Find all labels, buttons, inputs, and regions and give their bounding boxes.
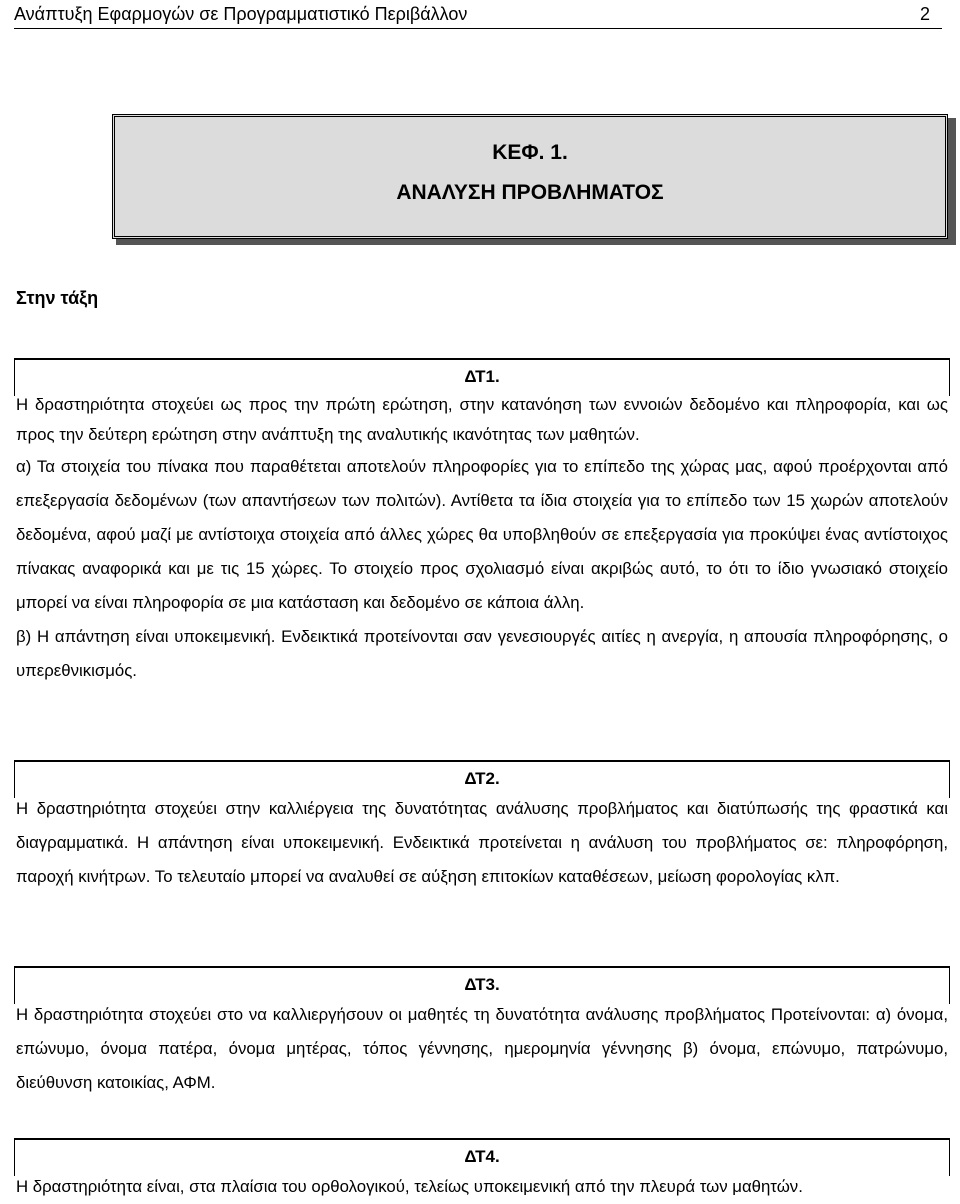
activity-section-2 bbox=[14, 760, 950, 894]
chapter-label: ΚΕΦ. 1. bbox=[492, 141, 568, 164]
header-title: Ανάπτυξη Εφαρμογών σε Προγραμματιστικό Περιβάλλον bbox=[14, 4, 468, 24]
section-subheading: Στην τάξη bbox=[16, 288, 99, 308]
page-header bbox=[14, 0, 942, 29]
activity-paragraph: Η δραστηριότητα στοχεύει ως προς την πρώτη ερώτηση, στην κατανόηση των εννοιών δεδομένο και πληροφορία, και ως προς την δεύτερη ερώτηση στην ανάπτυξη της αναλυτικής ικανότητας των μαθητών. bbox=[16, 395, 948, 444]
activity-title: ΔΤ2. bbox=[464, 769, 500, 788]
activity-title: ΔΤ3. bbox=[464, 975, 500, 994]
activity-title: ΔΤ1. bbox=[464, 367, 500, 386]
activity-title: ΔΤ4. bbox=[464, 1147, 500, 1166]
activity-section-3 bbox=[14, 966, 950, 1100]
activity-section-1 bbox=[14, 358, 950, 688]
activity-paragraph: Η δραστηριότητα στοχεύει στην καλλιέργεια της δυνατότητας ανάλυσης προβλήματος και διατύπωσής της φραστικά και διαγραμματικά. Η απάντηση είναι υποκειμενική. Ενδεικτικά προτείνεται η ανάλυση του προβλήματος σε: πληροφόρηση, παροχή κινήτρων. Το τελευταίο μπορεί να αναλυθεί σε αύξηση επιτοκίων καταθέσεων, μείωση φορολογίας κλπ. bbox=[16, 799, 948, 886]
chapter-title: ΑΝΑΛΥΣΗ ΠΡΟΒΛΗΜΑΤΟΣ bbox=[396, 181, 664, 204]
activity-section-4 bbox=[14, 1138, 950, 1204]
activity-paragraph: Η δραστηριότητα στοχεύει στο να καλλιεργήσουν οι μαθητές τη δυνατότητα ανάλυσης προβλήματος Προτείνονται: α) όνομα, επώνυμο, όνομα πατέρα, όνομα μητέρας, τόπος γέννησης, ημερομηνία γέννησης β) όνομα, επώνυμο, πατρώνυμο, διεύθυνση κατοικίας, ΑΦΜ. bbox=[16, 1005, 948, 1092]
chapter-box bbox=[112, 114, 948, 239]
activity-paragraph: α) Τα στοιχεία του πίνακα που παραθέτεται αποτελούν πληροφορίες για το επίπεδο της χώρας μας, αφού προέρχονται από επεξεργασία δεδομένων (των απαντήσεων των πολιτών). Αντίθετα τα ίδια στοιχεία για το επίπεδο των 15 χωρών αποτελούν δεδομένα, αφού μαζί με αντίστοιχα στοιχεία από άλλες χώρες θα υποβληθούν σε επεξεργασία για προκύψει ένας αντίστοιχος πίνακας αναφορικά και με τις 15 χώρες. Το στοιχείο προς σχολιασμό είναι ακριβώς αυτό, το ότι το ίδιο γνωσιακό στοιχείο μπορεί να είναι πληροφορία σε μια κατάσταση και δεδομένο σε κάποια άλλη. bbox=[16, 457, 948, 612]
activity-paragraph: Η δραστηριότητα είναι, στα πλαίσια του ορθολογικού, τελείως υποκειμενική από την πλευρά των μαθητών. bbox=[16, 1177, 803, 1196]
page-number: 2 bbox=[919, 4, 930, 24]
activity-paragraph: β) Η απάντηση είναι υποκειμενική. Ενδεικτικά προτείνονται σαν γενεσιουργές αιτίες η ανεργία, η απουσία πληροφόρησης, ο υπερεθνικισμός. bbox=[16, 627, 948, 680]
